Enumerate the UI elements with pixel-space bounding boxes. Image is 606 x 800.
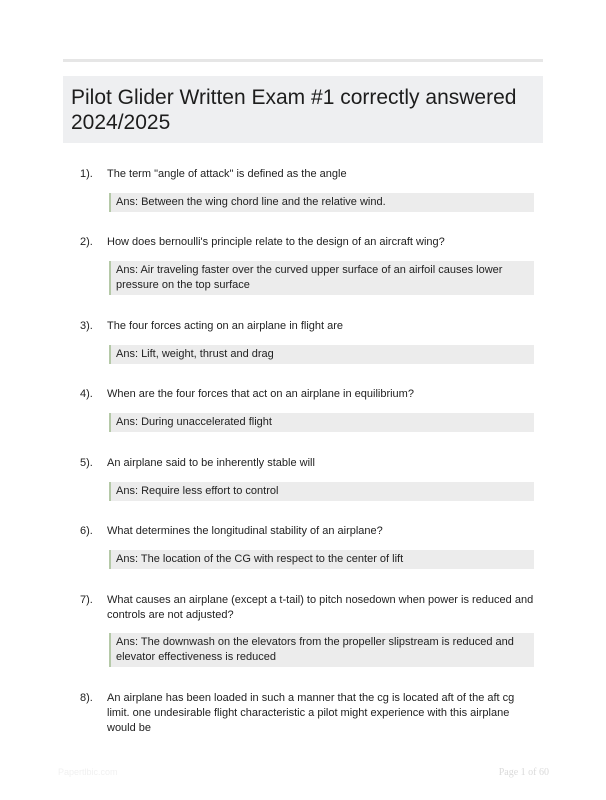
page-number: Page 1 of 60: [498, 767, 549, 778]
question-text: What determines the longitudinal stability of an airplane?: [107, 525, 383, 537]
page-title: Pilot Glider Written Exam #1 correctly answered 2024/2025: [71, 86, 517, 134]
question-text: An airplane said to be inherently stable will: [107, 457, 315, 469]
question-number: 2).: [80, 236, 93, 248]
answer-box: Ans: Between the wing chord line and the relative wind.: [109, 193, 534, 212]
question-number: 8).: [80, 692, 93, 704]
question-number: 5).: [80, 457, 93, 469]
question-text: What causes an airplane (except a t-tail) to pitch nosedown when power is reduced and controls are not adjusted?: [107, 594, 534, 621]
answer-box: Ans: Require less effort to control: [109, 482, 534, 501]
answer-box: Ans: During unaccelerated flight: [109, 413, 534, 432]
question-text: The term "angle of attack" is defined as the angle: [107, 168, 347, 180]
question-text: When are the four forces that act on an airplane in equilibrium?: [107, 388, 414, 400]
question-number: 1).: [80, 168, 93, 180]
answer-box: Ans: Lift, weight, thrust and drag: [109, 345, 534, 364]
answer-box: Ans: Air traveling faster over the curved upper surface of an airfoil causes lower pressure on the top surface: [109, 261, 534, 295]
question-number: 6).: [80, 525, 93, 537]
question-text: The four forces acting on an airplane in flight are: [107, 320, 344, 332]
question-text: An airplane has been loaded in such a manner that the cg is located aft of the aft cg limit. one undesirable flight characteristic a pilot might experience with this airplane would be: [107, 692, 515, 734]
question-text: How does bernoulli's principle relate to the design of an aircraft wing?: [107, 236, 445, 248]
answer-box: Ans: The downwash on the elevators from the propeller slipstream is reduced and elevator effectiveness is reduced: [109, 633, 534, 667]
title-box: [63, 76, 543, 143]
top-rule: [63, 59, 543, 62]
question-number: 3).: [80, 320, 93, 332]
question-number: 7).: [80, 594, 93, 606]
footer-site: Papertlbic.com: [58, 767, 118, 777]
question-number: 4).: [80, 388, 93, 400]
answer-box: Ans: The location of the CG with respect to the center of lift: [109, 550, 534, 569]
